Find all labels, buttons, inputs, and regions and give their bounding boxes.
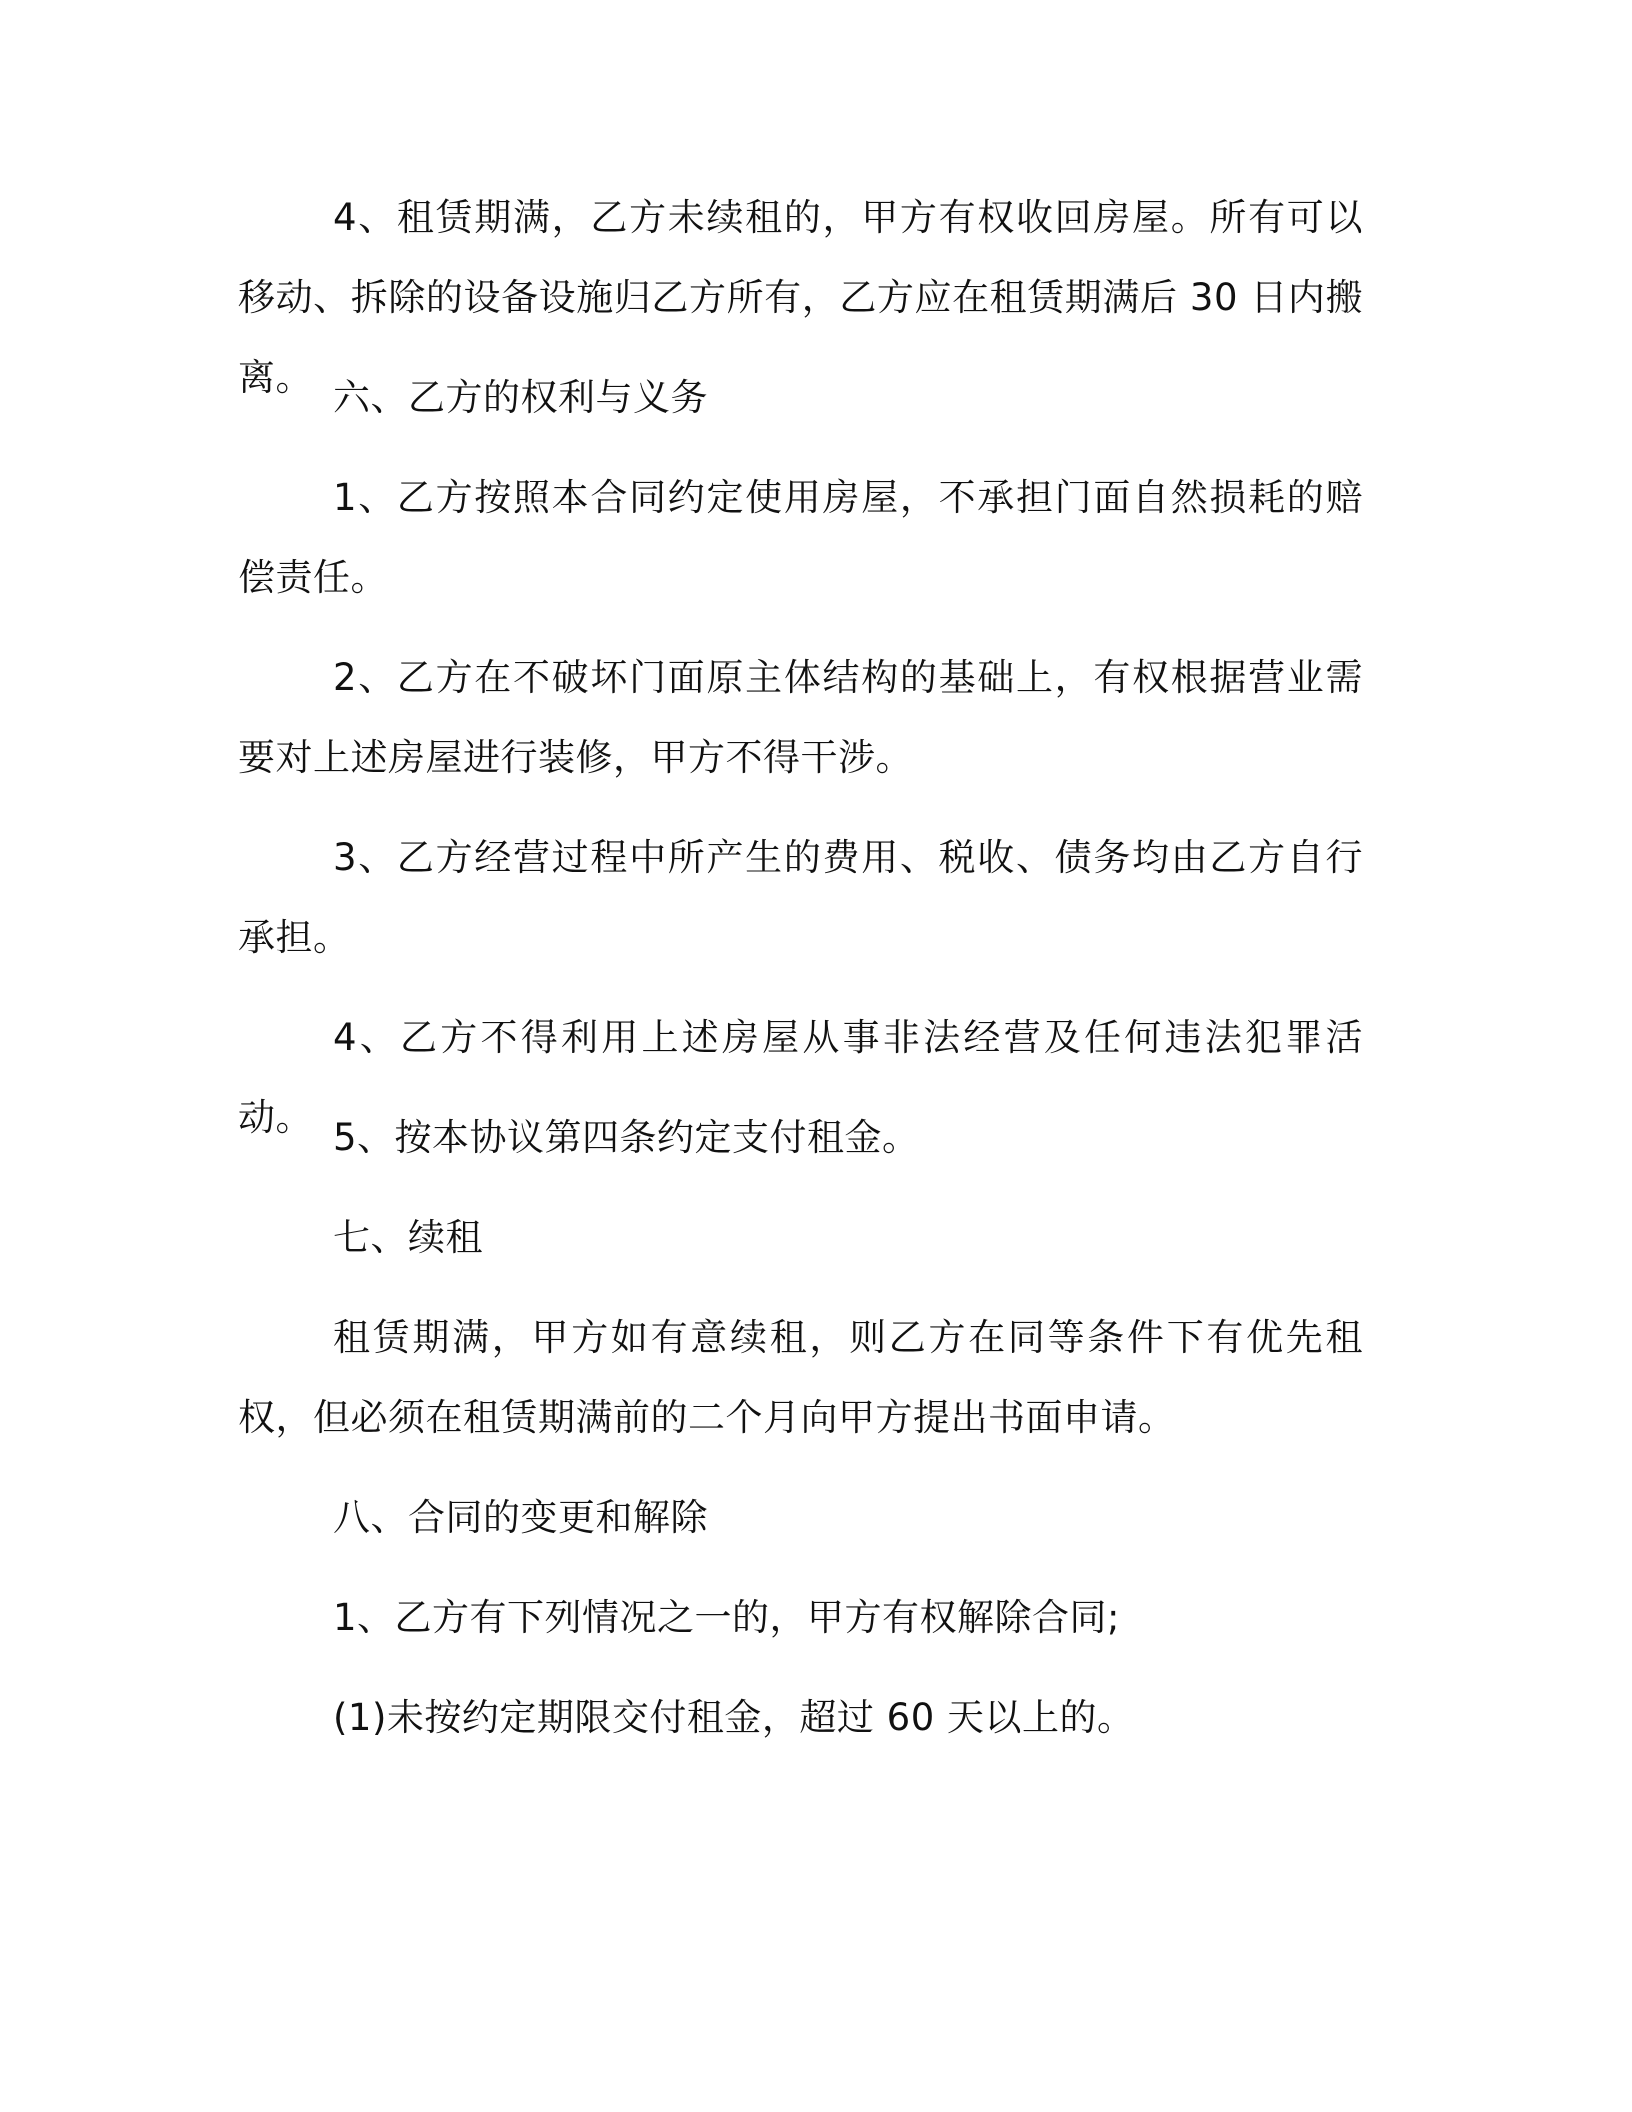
section-heading-six: 六、乙方的权利与义务 bbox=[333, 376, 708, 419]
paragraph-tenant-right-1: 1、乙方按照本合同约定使用房屋，不承担门面自然损耗的赔偿责任。 bbox=[238, 476, 1363, 599]
paragraph-tenant-right-3: 3、乙方经营过程中所产生的费用、税收、债务均由乙方自行承担。 bbox=[238, 836, 1363, 959]
paragraph-tenant-right-2: 2、乙方在不破坏门面原主体结构的基础上，有权根据营业需要对上述房屋进行装修，甲方不得干涉。 bbox=[238, 656, 1363, 779]
section-heading-eight: 八、合同的变更和解除 bbox=[333, 1496, 708, 1539]
paragraph-termination-1: 1、乙方有下列情况之一的，甲方有权解除合同; bbox=[333, 1596, 1121, 1639]
paragraph-lease-expiry: 4、租赁期满，乙方未续租的，甲方有权收回房屋。所有可以移动、拆除的设备设施归乙方所有，乙方应在租赁期满后 30 日内搬离。 bbox=[238, 196, 1363, 399]
section-heading-seven: 七、续租 bbox=[333, 1216, 483, 1259]
paragraph-termination-1-item-1: (1)未按约定期限交付租金，超过 60 天以上的。 bbox=[333, 1696, 1135, 1739]
paragraph-renewal: 租赁期满，甲方如有意续租，则乙方在同等条件下有优先租权，但必须在租赁期满前的二个月向甲方提出书面申请。 bbox=[238, 1316, 1363, 1439]
paragraph-tenant-right-5: 5、按本协议第四条约定支付租金。 bbox=[333, 1116, 920, 1159]
paragraph-tenant-right-4: 4、乙方不得利用上述房屋从事非法经营及任何违法犯罪活动。 bbox=[238, 1016, 1363, 1139]
